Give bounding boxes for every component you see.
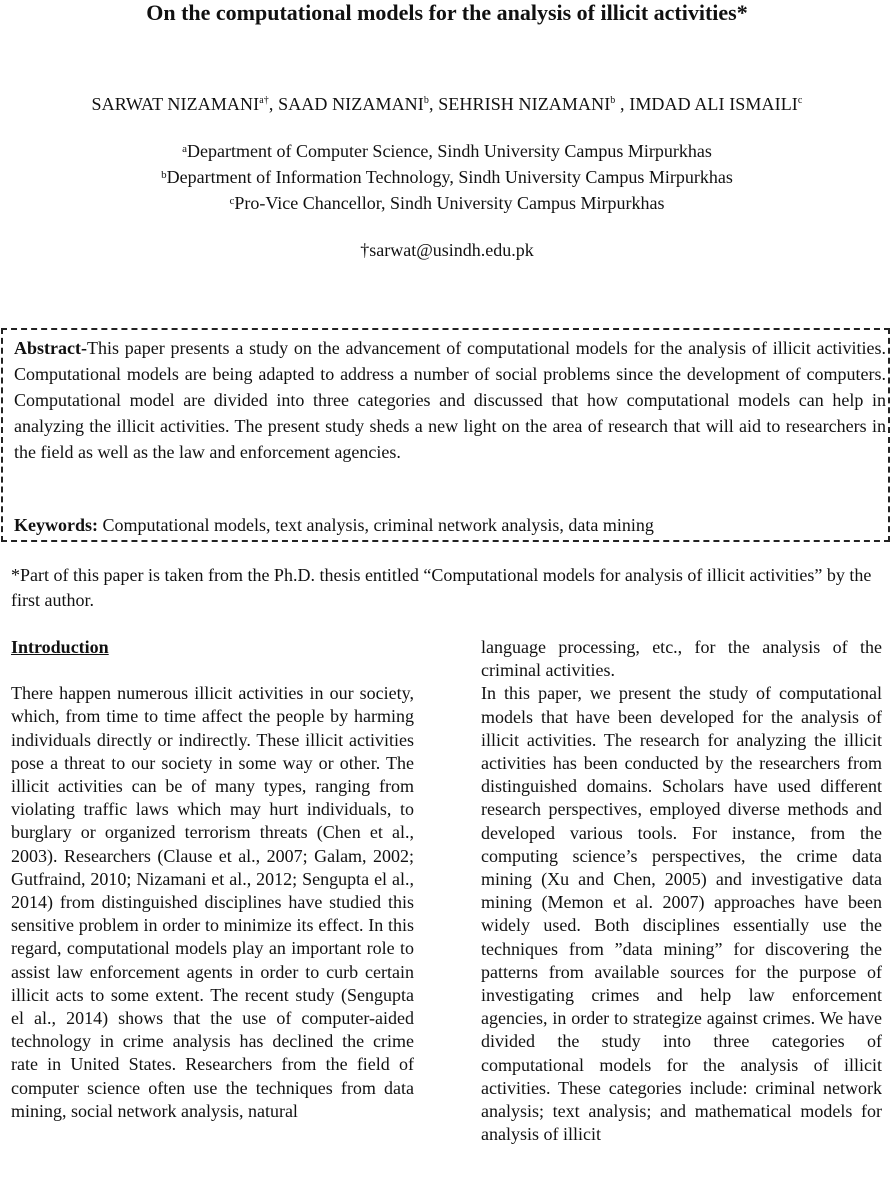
abstract-box: [1, 328, 890, 542]
abstract-label: Abstract-: [14, 338, 87, 358]
author-name: SEHRISH NIZAMANI: [438, 94, 611, 114]
keywords-text: Computational models, text analysis, criminal network analysis, data mining: [102, 515, 654, 535]
author-affil-mark: c: [797, 95, 803, 106]
author-affil-mark: a†: [259, 95, 269, 106]
affiliation-list: [0, 138, 894, 216]
paper-title: On the computational models for the analysis of illicit activities*: [146, 0, 748, 25]
author-name: IMDAD ALI ISMAILI: [629, 94, 798, 114]
affiliation-mark: b: [161, 169, 167, 181]
keywords-label: Keywords:: [14, 515, 98, 535]
keywords-line: [14, 513, 886, 537]
author-name: SARWAT NIZAMANI: [91, 94, 260, 114]
affiliation-text: Pro-Vice Chancellor, Sindh University Campus Mirpurkhas: [234, 193, 665, 213]
author-affil-mark: b: [610, 95, 616, 106]
affiliation-text: Department of Information Technology, Sindh University Campus Mirpurkhas: [166, 167, 733, 187]
affiliation-line: [0, 164, 894, 190]
affiliation-text: Department of Computer Science, Sindh University Campus Mirpurkhas: [186, 141, 712, 161]
affiliation-mark: c: [229, 195, 235, 207]
author-name: SAAD NIZAMANI: [278, 94, 424, 114]
left-column: [11, 636, 414, 1123]
affiliation-line: [0, 190, 894, 216]
author-list: SARWAT $NIZAMANI^{a\dagger}$, SAAD NIZAMANI$^b$, SEHRISH NIZAMANI$^b$ , IMDAD ALI ISMAILI$^c$: [91, 94, 803, 114]
affiliation-line: [0, 138, 894, 164]
corresponding-email: †sarwat@usindh.edu.pk: [360, 240, 534, 260]
right-column: [481, 636, 882, 1146]
thesis-footnote: *Part of this paper is taken from the Ph.D. thesis entitled “Computational models for analysis of illicit activities” by the first author.: [11, 565, 872, 610]
introduction-paragraph-1: There happen numerous illicit activities in our society, which, from time to time affect the people by harming individuals directly or indirectly. These illicit activities pose a threat to our society in some way or other. The illicit activities can be of many types, ranging from violating traffic laws which may hurt individuals, to burglary or organized terrorism threats (Chen et al., 2003). Researchers (Clause et al., 2007; Galam, 2002; Gutfraind, 2010; Nizamani et al., 2012; Sengupta el al., 2014) from distinguished disciplines have studied this sensitive problem in order to minimize its effect. In this regard, computational models play an important role to assist law enforcement agents in order to curb certain illicit acts to some extent. The recent study (Sengupta el al., 2014) shows that the use of computer-aided technology in crime analysis has declined the crime rate in United States. Researchers from the field of computer science often use the techniques from data mining, social network analysis, natural: [11, 683, 414, 1121]
affiliation-mark: a: [182, 143, 187, 155]
introduction-heading: Introduction: [11, 637, 109, 657]
introduction-paragraph-2: In this paper, we present the study of computational models that have been developed for the analysis of illicit activities. The research for analyzing the illicit activities has been conducted by the researchers from distinguished domains. Scholars have used different research perspectives, employed diverse methods and developed various tools. For instance, from the computing science’s perspectives, the crime data mining (Xu and Chen, 2005) and investigative data mining (Memon et al. 2007) approaches have been widely used. Both disciplines essentially use the techniques from ”data mining” for discovering the patterns from available sources for the purpose of investigating crimes and help law enforcement agencies, in order to strategize against crimes. We have divided the study into three categories of computational models for the analysis of illicit activities. These categories include: criminal network analysis; text analysis; and mathematical models for analysis of illicit: [481, 683, 882, 1145]
abstract-text: This paper presents a study on the advancement of computational models for the analysis of illicit activities. Computational models are being adapted to address a number of social problems since the development of computers. Computational model are divided into three categories and discussed that how computational models can help in analyzing the illicit activities. The present study sheds a new light on the area of research that will aid to researchers in the field as well as the law and enforcement agencies.: [14, 338, 886, 462]
introduction-paragraph-continued: language processing, etc., for the analysis of the criminal activities.: [481, 637, 882, 681]
abstract-paragraph: [14, 335, 886, 465]
author-affil-mark: b: [423, 95, 429, 106]
